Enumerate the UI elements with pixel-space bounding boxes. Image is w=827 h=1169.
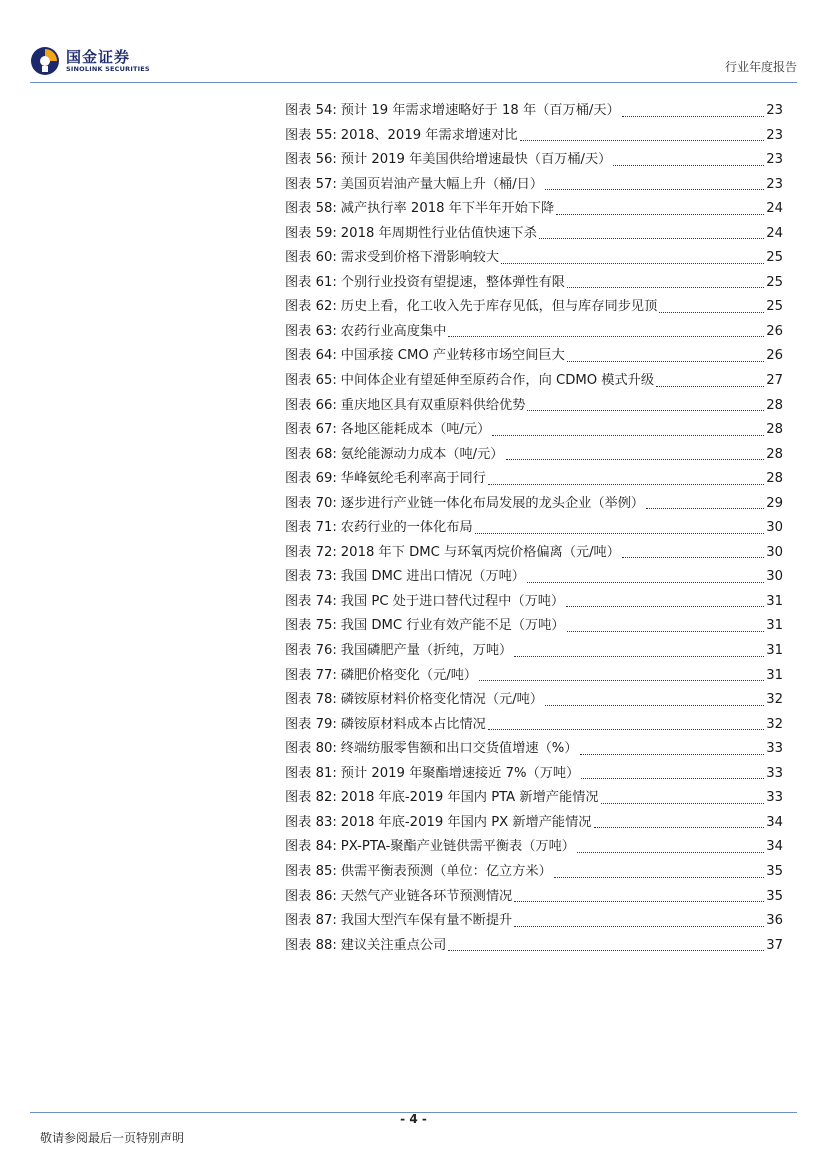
toc-dot-leader [594,826,765,828]
toc-dot-leader [527,581,764,583]
toc-entry-page: 33 [766,790,783,806]
toc-entry-label: 图表 78: [285,692,337,708]
toc-entry[interactable] [285,885,783,910]
toc-dot-leader [514,925,764,927]
toc-dot-leader [577,851,764,853]
toc-dot-leader [501,262,764,264]
toc-entry-title: 重庆地区具有双重原料供给优势 [340,397,526,413]
toc-dot-leader [567,360,764,362]
toc-entry-page: 31 [766,667,783,683]
toc-entry-title: 2018、2019 年需求增速对比 [340,127,518,143]
toc-entry-label: 图表 67: [285,422,337,438]
toc-entry-label: 图表 70: [285,495,337,511]
figure-index-list [285,99,783,958]
toc-dot-leader [506,458,765,460]
toc-entry-label: 图表 65: [285,373,337,389]
toc-entry-label: 图表 69: [285,471,337,487]
toc-entry-page: 36 [766,913,783,929]
toc-entry[interactable] [285,173,783,198]
toc-entry[interactable] [285,762,783,787]
page-number: - 4 - [400,1112,427,1126]
toc-entry[interactable] [285,639,783,664]
toc-entry-label: 图表 74: [285,593,337,609]
toc-entry-title: 2018 年下 DMC 与环氧丙烷价格偏离（元/吨） [340,544,620,560]
toc-entry-title: 建议关注重点公司 [340,937,447,953]
toc-entry-title: 农药行业的一体化布局 [340,520,473,536]
toc-entry-label: 图表 75: [285,618,337,634]
toc-entry-title: 历史上看，化工收入先于库存见低，但与库存同步见顶 [340,299,658,315]
toc-entry-label: 图表 87: [285,913,337,929]
toc-entry[interactable] [285,246,783,271]
toc-entry-title: 预计 2019 年聚酯增速接近 7%（万吨） [340,765,580,781]
toc-dot-leader [527,409,764,411]
toc-entry-label: 图表 76: [285,643,337,659]
toc-entry-page: 25 [766,299,783,315]
toc-dot-leader [556,213,764,215]
toc-dot-leader [581,777,764,779]
toc-entry-title: 天然气产业链各环节预测情况 [340,888,513,904]
toc-entry-title: 中间体企业有望延伸至原药合作，向 CDMO 模式升级 [340,373,655,389]
toc-entry-page: 25 [766,250,783,266]
toc-entry-title: 终端纺服零售额和出口交货值增速（%） [340,741,578,757]
toc-entry-page: 23 [766,127,783,143]
toc-entry-label: 图表 73: [285,569,337,585]
toc-entry-page: 28 [766,397,783,413]
toc-entry-title: 2018 年底-2019 年国内 PX 新增产能情况 [340,814,592,830]
toc-entry[interactable] [285,860,783,885]
toc-entry-page: 30 [766,569,783,585]
toc-entry-page: 31 [766,593,783,609]
toc-entry-page: 24 [766,201,783,217]
toc-entry-label: 图表 85: [285,863,337,879]
toc-entry-page: 30 [766,544,783,560]
toc-entry-label: 图表 61: [285,274,337,290]
toc-entry[interactable] [285,271,783,296]
toc-entry-label: 图表 88: [285,937,337,953]
toc-entry[interactable] [285,99,783,124]
toc-entry-title: 逐步进行产业链一体化布局发展的龙头企业（举例） [340,495,645,511]
toc-entry-title: 我国大型汽车保有量不断提升 [340,913,513,929]
toc-entry-page: 25 [766,274,783,290]
toc-dot-leader [580,753,765,755]
toc-entry[interactable] [285,811,783,836]
toc-entry-title: 2018 年周期性行业估值快速下杀 [340,225,537,241]
toc-entry-page: 29 [766,495,783,511]
page-header [30,40,797,80]
toc-entry-title: 预计 19 年需求增速略好于 18 年（百万桶/天） [340,103,620,118]
toc-entry-page: 27 [766,373,783,389]
toc-entry-label: 图表 77: [285,667,337,683]
toc-dot-leader [488,728,764,730]
toc-entry-title: 我国 DMC 行业有效产能不足（万吨） [340,618,565,634]
toc-entry-page: 26 [766,348,783,364]
toc-dot-leader [554,876,764,878]
toc-entry[interactable] [285,590,783,615]
toc-dot-leader [656,385,764,387]
toc-entry-label: 图表 81: [285,765,337,781]
toc-entry[interactable] [285,737,783,762]
toc-entry-page: 30 [766,520,783,536]
toc-dot-leader [622,556,764,558]
toc-entry-label: 图表 62: [285,299,337,315]
toc-entry-page: 31 [766,618,783,634]
toc-entry-label: 图表 86: [285,888,337,904]
toc-entry-title: 个别行业投资有望提速，整体弹性有限 [340,274,565,290]
toc-entry[interactable] [285,467,783,492]
toc-entry[interactable] [285,418,783,443]
toc-entry-title: 磷铵原材料价格变化情况（元/吨） [340,692,544,708]
company-logo [30,46,190,80]
toc-entry-page: 26 [766,323,783,339]
toc-entry[interactable] [285,124,783,149]
disclaimer-note: 敬请参阅最后一页特别声明 [40,1131,185,1145]
toc-dot-leader [479,679,764,681]
toc-entry-page: 28 [766,446,783,462]
toc-entry-label: 图表 68: [285,446,337,462]
toc-entry-label: 图表 56: [285,152,337,168]
toc-dot-leader [646,507,764,509]
toc-entry[interactable] [285,565,783,590]
toc-entry-page: 33 [766,741,783,757]
toc-entry-title: 农药行业高度集中 [340,323,447,339]
toc-entry-label: 图表 72: [285,544,337,560]
toc-entry-title: 美国页岩油产量大幅上升（桶/日） [340,176,544,192]
toc-entry-page: 24 [766,225,783,241]
toc-entry[interactable] [285,295,783,320]
toc-entry-title: 预计 2019 年美国供给增速最快（百万桶/天） [340,152,612,168]
toc-entry-page: 23 [766,103,783,118]
toc-entry-page: 37 [766,937,783,953]
toc-entry-title: 华峰氨纶毛利率高于同行 [340,471,486,487]
toc-entry-label: 图表 84: [285,839,337,855]
toc-entry-label: 图表 80: [285,741,337,757]
toc-entry-title: 我国 DMC 进出口情况（万吨） [340,569,525,585]
toc-entry-title: 2018 年底-2019 年国内 PTA 新增产能情况 [340,790,599,806]
toc-entry-label: 图表 60: [285,250,337,266]
toc-dot-leader [613,164,764,166]
toc-dot-leader [514,655,764,657]
toc-dot-leader [514,900,764,902]
toc-dot-leader [475,532,765,534]
toc-entry-title: 我国磷肥产量（折纯，万吨） [340,643,513,659]
toc-entry-title: 中国承接 CMO 产业转移市场空间巨大 [340,348,565,364]
toc-entry[interactable] [285,344,783,369]
toc-entry-label: 图表 55: [285,127,337,143]
toc-entry-page: 31 [766,643,783,659]
toc-entry[interactable] [285,786,783,811]
toc-entry-label: 图表 57: [285,176,337,192]
toc-entry[interactable] [285,148,783,173]
toc-entry-label: 图表 59: [285,225,337,241]
toc-entry-label: 图表 79: [285,716,337,732]
toc-entry[interactable] [285,614,783,639]
toc-entry[interactable] [285,197,783,222]
toc-entry[interactable] [285,688,783,713]
toc-entry-label: 图表 82: [285,790,337,806]
toc-entry[interactable] [285,369,783,394]
toc-dot-leader [659,311,764,313]
toc-dot-leader [566,605,764,607]
header-divider [30,82,797,83]
toc-dot-leader [492,434,764,436]
toc-dot-leader [520,139,765,141]
toc-entry-label: 图表 83: [285,814,337,830]
toc-entry[interactable] [285,516,783,541]
toc-entry-title: 减产执行率 2018 年下半年开始下降 [340,201,555,217]
toc-dot-leader [601,802,765,804]
toc-entry-page: 32 [766,692,783,708]
toc-entry-title: 我国 PC 处于进口替代过程中（万吨） [340,593,565,609]
toc-entry-page: 33 [766,765,783,781]
toc-entry-label: 图表 66: [285,397,337,413]
toc-entry-label: 图表 71: [285,520,337,536]
toc-entry[interactable] [285,909,783,934]
toc-entry[interactable] [285,492,783,517]
toc-entry-page: 28 [766,422,783,438]
toc-entry-title: 需求受到价格下滑影响较大 [340,250,500,266]
toc-entry-page: 28 [766,471,783,487]
toc-entry[interactable] [285,664,783,689]
toc-dot-leader [448,335,764,337]
toc-entry-label: 图表 54: [285,103,337,118]
toc-entry-label: 图表 58: [285,201,337,217]
toc-entry[interactable] [285,394,783,419]
toc-entry-label: 图表 64: [285,348,337,364]
toc-entry-page: 23 [766,176,783,192]
toc-entry-title: 氨纶能源动力成本（吨/元） [340,446,504,462]
toc-dot-leader [567,286,764,288]
toc-entry-page: 35 [766,863,783,879]
toc-entry-page: 23 [766,152,783,168]
toc-entry-page: 32 [766,716,783,732]
toc-entry-page: 34 [766,814,783,830]
toc-dot-leader [567,630,765,632]
toc-entry-title: 磷肥价格变化（元/吨） [340,667,478,683]
toc-dot-leader [545,704,764,706]
logo-chinese-name: 国金证券 [66,48,131,66]
toc-dot-leader [545,188,764,190]
toc-dot-leader [488,483,764,485]
toc-entry[interactable] [285,835,783,860]
toc-entry[interactable] [285,934,783,959]
toc-entry[interactable] [285,443,783,468]
sinolink-logo-icon [30,46,60,76]
toc-entry-page: 34 [766,839,783,855]
toc-entry[interactable] [285,713,783,738]
toc-entry-title: 各地区能耗成本（吨/元） [340,422,491,438]
toc-entry[interactable] [285,320,783,345]
toc-entry[interactable] [285,222,783,247]
toc-entry-title: 供需平衡表预测（单位：亿立方米） [340,863,552,879]
toc-entry-page: 35 [766,888,783,904]
toc-dot-leader [622,115,764,117]
toc-entry-title: 磷铵原材料成本占比情况 [340,716,486,732]
toc-entry-title: PX-PTA-聚酯产业链供需平衡表（万吨） [340,839,575,855]
logo-english-name: SINOLINK SECURITIES [66,65,150,73]
toc-dot-leader [448,949,764,951]
report-type-label: 行业年度报告 [724,60,797,74]
toc-dot-leader [539,237,764,239]
toc-entry-label: 图表 63: [285,323,337,339]
toc-entry[interactable] [285,541,783,566]
